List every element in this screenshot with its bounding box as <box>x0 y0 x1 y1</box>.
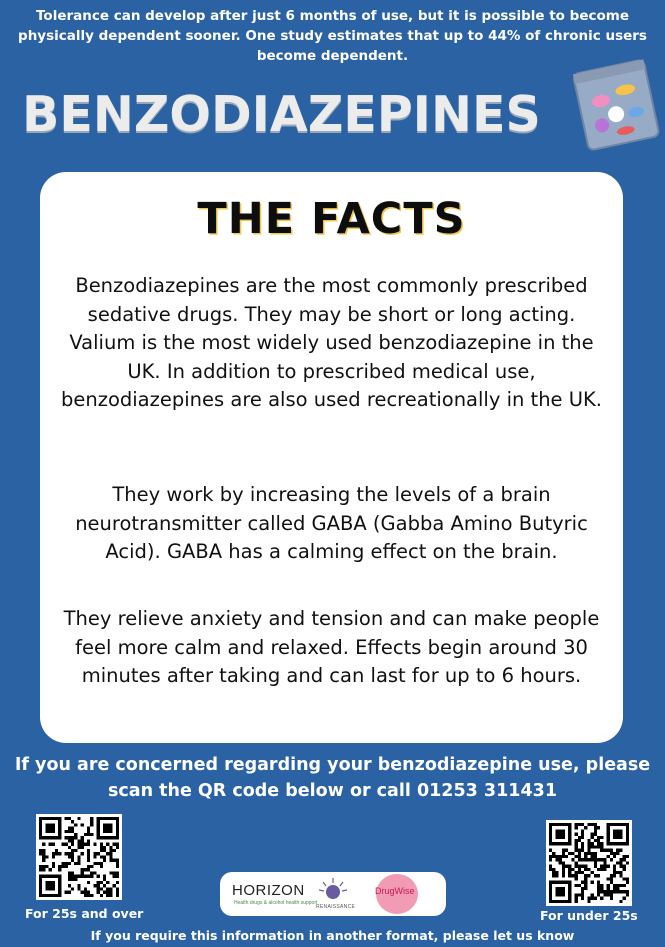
qr-code-under-25[interactable] <box>546 820 632 906</box>
facts-paragraph: Benzodiazepines are the most commonly prescribed sedative drugs. They may be short or long acting. Valium is the most widely used benzodiazepine in the UK. In addition to prescribed medical use, benzodiazepines are also used recreationally in the UK. <box>60 274 603 411</box>
facts-paragraph: They work by increasing the levels of a brain neurotransmitter called GABA (Gabba Amino Butyric Acid). GABA has a calming effect on the brain. <box>75 483 588 563</box>
qr-code-25-and-over[interactable] <box>36 814 122 900</box>
main-title: BENZODIAZEPINES <box>22 86 541 143</box>
facts-card <box>40 172 623 743</box>
facts-title: THE FACTS <box>197 194 466 244</box>
horizon-logo: HORIZON <box>232 882 305 899</box>
qr-label-under-25: For under 25s <box>540 908 638 923</box>
horizon-logo-subtitle: Health drugs & alcohol health support <box>234 900 318 906</box>
top-note: Tolerance can develop after just 6 months of use, but it is possible to become physically dependent sooner. One study estimates that up to 44% of chronic users become dependent. <box>18 8 647 64</box>
drugwise-logo: DrugWise <box>375 886 415 896</box>
partner-logos <box>220 872 446 916</box>
renaissance-logo-icon <box>318 876 348 904</box>
concern-text: If you are concerned regarding your benzodiazepine use, please scan the QR code below or call 01253 311431 <box>14 755 651 801</box>
facts-paragraph: They relieve anxiety and tension and can make people feel more calm and relaxed. Effects begin around 30 minutes after taking and can last for up to 6 hours. <box>63 607 600 687</box>
pill-bag-icon <box>568 56 664 152</box>
renaissance-logo: RENAISSANCE <box>316 904 356 910</box>
bottom-note: If you require this information in another format, please let us know <box>90 928 575 943</box>
qr-label-25-and-over: For 25s and over <box>25 906 144 921</box>
